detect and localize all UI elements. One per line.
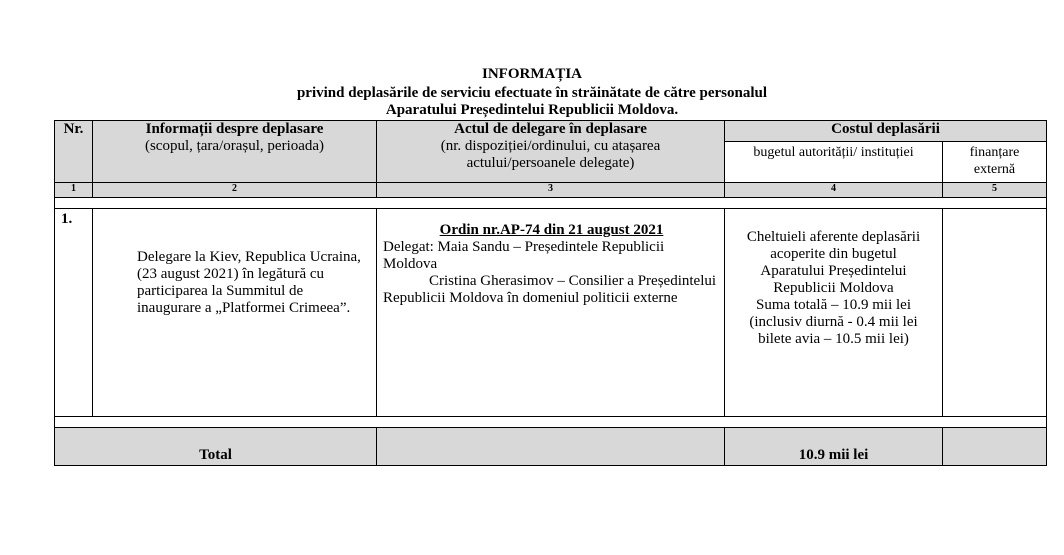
total-act-empty xyxy=(377,428,725,466)
document-subtitle-line2: Aparatului Președintelui Republicii Moldova. xyxy=(385,102,679,118)
header-cost-external: finanțare externă xyxy=(943,142,1047,183)
delegate-2: Cristina Gherasimov – Consilier a Președintelui Republicii Moldova în domeniul politicii externe xyxy=(383,273,717,306)
header-info xyxy=(93,121,377,183)
header-nr: Nr. xyxy=(55,121,93,183)
column-number: 3 xyxy=(377,183,725,198)
header-info-title: Informații despre deplasare xyxy=(145,121,324,137)
total-label: Total xyxy=(55,428,377,466)
external-funding xyxy=(943,209,1047,417)
document-subtitle-line1: privind deplasările de serviciu efectuate în străinătate de către personalul xyxy=(296,85,768,101)
column-number: 4 xyxy=(725,183,943,198)
column-number: 5 xyxy=(943,183,1047,198)
table-row xyxy=(55,209,1047,417)
trips-table xyxy=(54,120,1047,466)
delegate-1: Delegat: Maia Sandu – Președintele Republicii Moldova xyxy=(383,239,665,272)
delegation-act xyxy=(377,209,725,417)
cost-description: Cheltuieli aferente deplasării acoperite din bugetul Aparatului Președintelui Republicii Moldova xyxy=(746,229,921,296)
document-title: INFORMAȚIA xyxy=(482,66,582,82)
header-act xyxy=(377,121,725,183)
column-number: 2 xyxy=(93,183,377,198)
total-budget: 10.9 mii lei xyxy=(725,428,943,466)
header-act-title: Actul de delegare în deplasare xyxy=(454,121,647,137)
cost-total: Suma totală – 10.9 mii lei xyxy=(756,297,911,313)
column-number: 1 xyxy=(55,183,93,198)
order-title: Ordin nr.AP-74 din 21 august 2021 xyxy=(439,222,664,238)
header-info-sub: (scopul, țara/orașul, perioada) xyxy=(144,138,325,154)
trip-info: Delegare la Kiev, Republica Ucraina, (23 august 2021) în legătură cu participarea la Summitul de inaugurare a „Platformei Crimeea”. xyxy=(93,209,377,417)
header-act-sub: (nr. dispoziției/ordinului, cu atașarea actului/persoanele delegate) xyxy=(440,138,661,171)
header-cost-budget: bugetul autorității/ instituției xyxy=(725,142,943,183)
cost-breakdown: (inclusiv diurnă - 0.4 mii lei bilete avia – 10.5 mii lei) xyxy=(749,314,918,347)
trip-cost xyxy=(725,209,943,417)
row-number: 1. xyxy=(55,209,93,417)
total-external-empty xyxy=(943,428,1047,466)
header-cost: Costul deplasării xyxy=(725,121,1047,142)
